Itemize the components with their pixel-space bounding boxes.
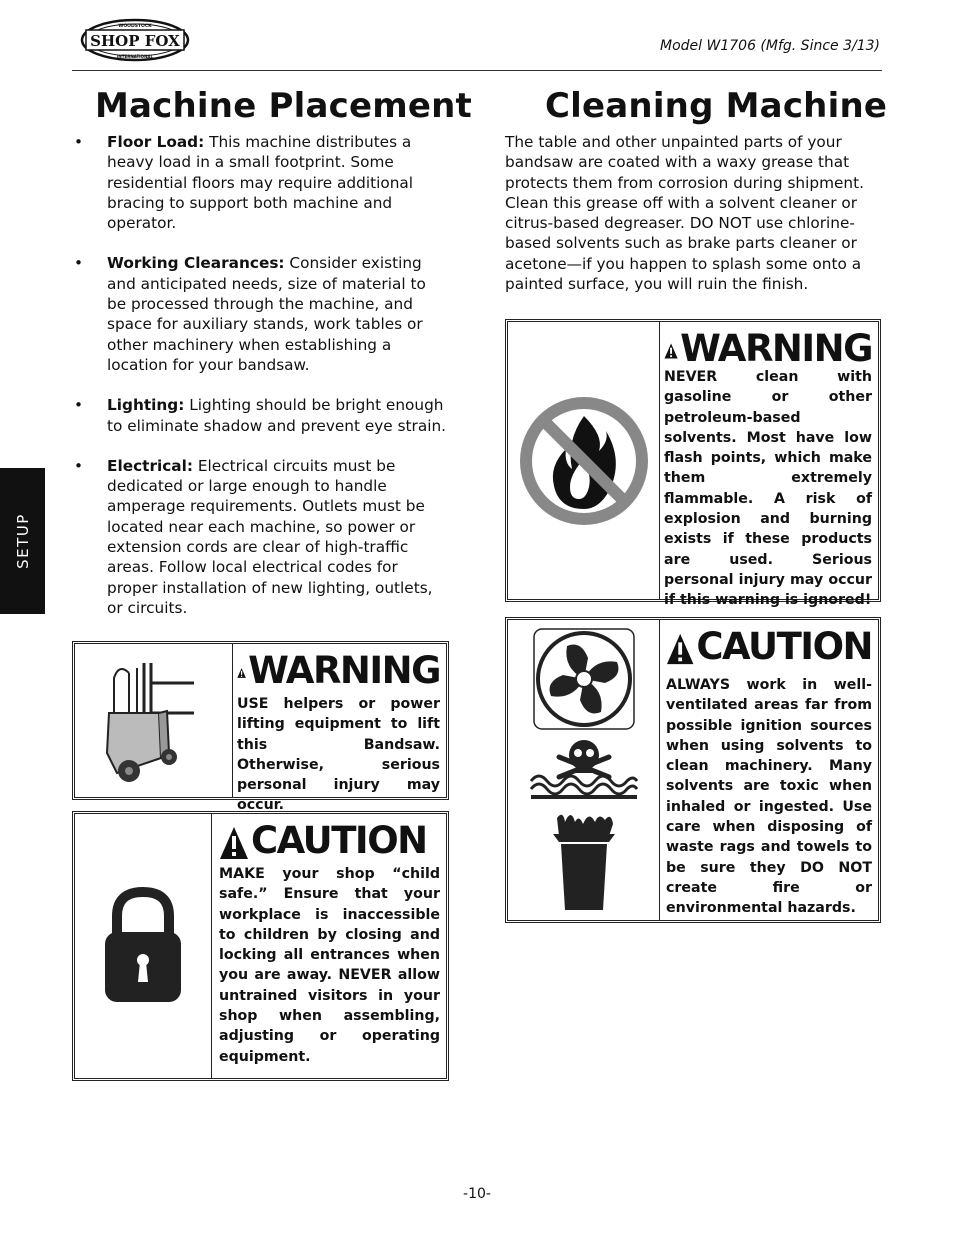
brand-text: SHOP FOX xyxy=(90,32,180,50)
list-item: • Working Clearances: Consider existing and anticipated needs, size of material to be processed through the machine, and space for auxiliary stands, work tables or other machinery when establishing a location for your bandsaw. xyxy=(74,254,426,374)
section-tab xyxy=(0,468,45,614)
padlock-icon xyxy=(75,814,212,1078)
list-item: • Electrical: Electrical circuits must be dedicated or large enough to handle amperage requirements. Outlets must be located near each machine, so power or extension cords are clear of high-traffic areas. Follow local electrical codes for proper installation of new lighting, outlets, or circuits. xyxy=(74,456,433,617)
caution-text: ALWAYS work in well-ventilated areas far from possible ignition sources when using solvents to clean machinery. Many solvents are toxic when inhaled or ingested. Use care when disposing of waste rags and towels to be sure they DO NOT create fire or environmental hazards. xyxy=(666,677,872,917)
burning-waste-bin-icon xyxy=(549,808,619,912)
caution-triangle-icon xyxy=(666,632,694,666)
list-item: • Floor Load: This machine distributes a heavy load in a small footprint. Some residential floors may require additional bracing to support both machine and operator. xyxy=(74,133,414,233)
svg-text:INTERNATIONAL: INTERNATIONAL xyxy=(116,54,154,59)
caution-heading: CAUTION xyxy=(666,626,872,666)
section-tab-label: SETUP xyxy=(13,513,32,569)
warning-heading: WARNING xyxy=(237,650,440,690)
caution-heading: CAUTION xyxy=(219,820,440,860)
page-number: -10- xyxy=(463,1186,491,1202)
caution-box-ventilation xyxy=(505,617,881,923)
warning-text: USE helpers or power lifting equipment to lift this Bandsaw. Otherwise, serious personal injury may occur. xyxy=(237,696,440,814)
svg-text:WOODSTOCK: WOODSTOCK xyxy=(118,24,152,29)
model-label: Model W1706 (Mfg. Since 3/13) xyxy=(660,38,880,54)
warning-text: NEVER clean with gasoline or other petroleum-based solvents. Most have low flash points, which make them extremely flammable. A risk of explosion and burning exists if these products are used. Serious personal injury may occur if this warning is ignored! xyxy=(664,369,872,609)
caution-triangle-icon xyxy=(219,826,249,860)
list-item: • Lighting: Lighting should be bright enough to eliminate shadow and prevent eye strain. xyxy=(74,396,447,435)
warning-box-lifting xyxy=(72,641,449,814)
shop-fox-logo xyxy=(80,18,190,62)
lift-truck-icon xyxy=(75,644,233,797)
no-fire-icon xyxy=(508,322,660,599)
caution-text: MAKE your shop “child safe.” Ensure that your workplace is inaccessible to children by closing and locking all entrances when you are away. NEVER allow untrained visitors in your shop when assembling, adjusting or operating equipment. xyxy=(219,866,440,1065)
cleaning-machine-title: Cleaning Machine xyxy=(545,86,888,126)
machine-placement-title: Machine Placement xyxy=(95,86,472,126)
warning-triangle-icon xyxy=(664,334,678,368)
placement-bullet-list xyxy=(72,132,447,638)
cleaning-paragraph: The table and other unpainted parts of your bandsaw are coated with a waxy grease that protects them from corrosion during shipment. Clean this grease off with a solvent cleaner or citrus-based degreaser. DO NOT use chlorine-based solvents such as brake parts cleaner or acetone—if you happen to splash some onto a painted surface, you will ruin the finish. xyxy=(505,133,864,294)
warning-heading: WARNING xyxy=(664,328,872,368)
warning-triangle-icon xyxy=(237,656,246,690)
warning-box-solvents xyxy=(505,319,881,609)
ventilation-fan-icon xyxy=(533,628,635,730)
header-divider xyxy=(72,70,882,71)
toxic-skull-icon xyxy=(529,737,639,801)
caution-box-child-safe xyxy=(72,811,449,1081)
